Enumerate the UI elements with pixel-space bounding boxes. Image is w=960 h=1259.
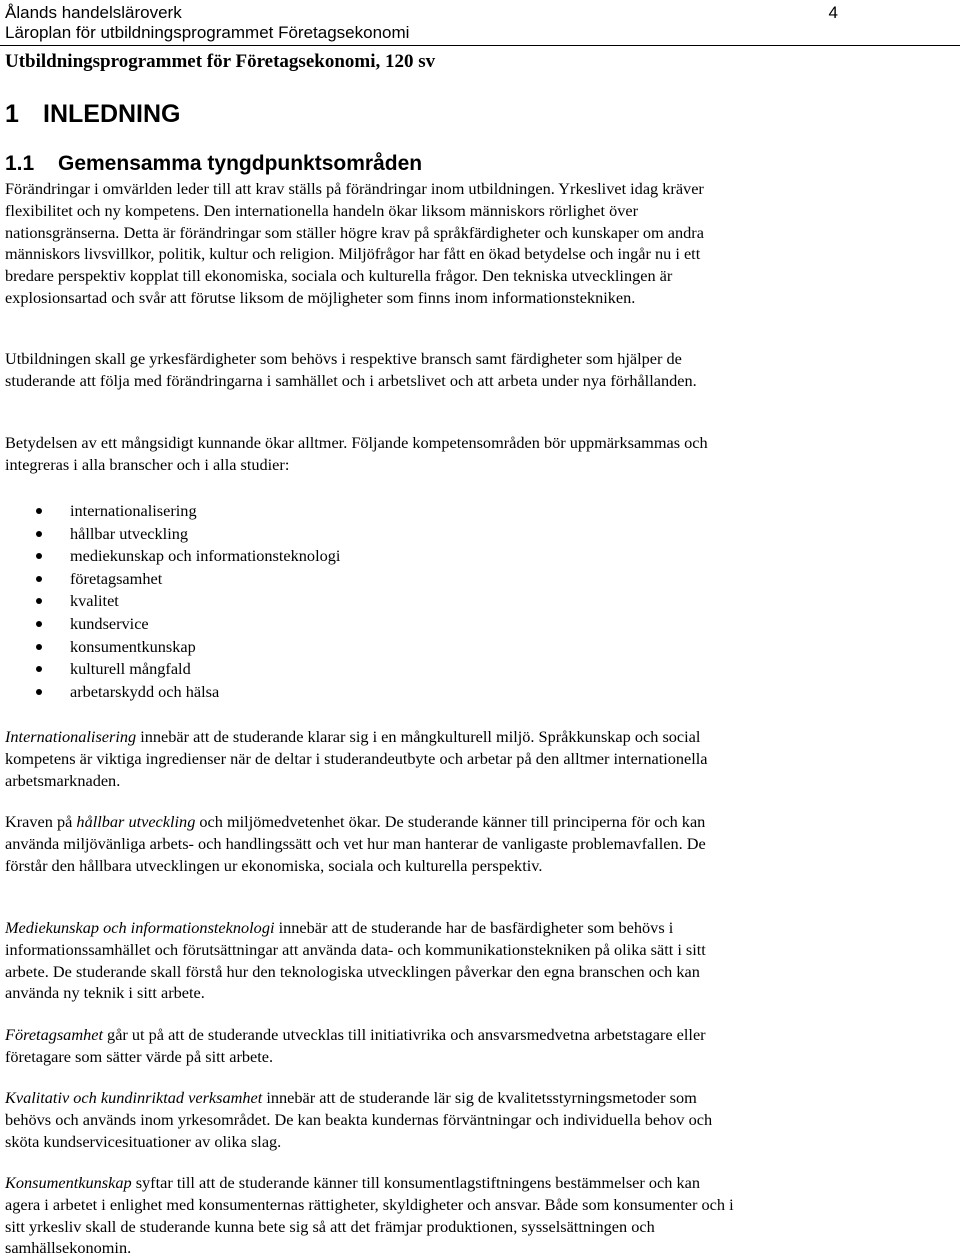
bullet-icon	[36, 666, 42, 672]
sustainability-paragraph	[5, 811, 735, 876]
paragraph-text: och miljömedvetenhet ökar. De studerande känner till principerna för och kan använda miljövänliga arbets- och handlingssätt och vet hur man hanterar de vanligaste problemavfallen. De förstår den hållbara utvecklingen ur ekonomiska, sociala och kulturella perspektiv.	[5, 812, 706, 875]
header-subtitle: Läroplan för utbildningsprogrammet Företagsekonomi	[5, 23, 410, 42]
paragraph-text: Betydelsen av ett mångsidigt kunnande ökar alltmer. Följande kompetensområden bör uppmärksammas och integreras i alla branscher och i alla studier:	[5, 433, 708, 474]
paragraph-text: innebär att de studerande klarar sig i en mångkulturell miljö. Språkkunskap och social kompetens är viktiga ingredienser när de deltar i studerandeutbyte och arbetar på den alltmer internationella arbetsmarknaden.	[5, 727, 708, 790]
list-item: arbetarskydd och hälsa	[5, 681, 340, 704]
paragraph-prefix: Kraven på	[5, 812, 77, 831]
list-item: kulturell mångfald	[5, 658, 340, 681]
list-item: kvalitet	[5, 590, 340, 613]
section-title: INLEDNING	[43, 100, 181, 128]
term: Konsumentkunskap	[5, 1173, 132, 1192]
term: Kvalitativ och kundinriktad verksamhet	[5, 1088, 263, 1107]
bullet-icon	[36, 553, 42, 559]
intro-paragraph	[5, 178, 735, 309]
page-number: 4	[828, 3, 838, 22]
bullet-icon	[36, 531, 42, 537]
paragraph-text: syftar till att de studerande känner till konsumentlagstiftningens bestämmelser och kan agera i arbetet i enlighet med konsumenternas rättigheter, skyldigheter och ansvar. Både som konsumenter och i sitt yrkesliv skall de studerande kunna bete sig så att det främjar produktionen, sysselsättningen och samhällsekonomin.	[5, 1173, 734, 1258]
list-item: hållbar utveckling	[5, 523, 340, 546]
bullet-icon	[36, 508, 42, 514]
list-item: mediekunskap och informationsteknologi	[5, 545, 340, 568]
term: Internationalisering	[5, 727, 137, 746]
bullet-icon	[36, 689, 42, 695]
media-it-paragraph	[5, 917, 735, 1004]
section-heading	[5, 99, 181, 129]
internationalisation-paragraph	[5, 726, 735, 791]
bullet-icon	[36, 621, 42, 627]
subsection-number: 1.1	[5, 152, 35, 175]
paragraph-text: innebär att de studerande har de basfärdigheter som behövs i informationssamhället och förutsättningar att använda data- och kommunikationstekniken på olika sätt i sitt arbete. De studerande skall förstå hur den teknologiska utvecklingen påverkar den egna branschen och kan använda ny teknik i sitt arbete.	[5, 918, 706, 1003]
entrepreneurship-paragraph	[5, 1024, 735, 1068]
header-divider	[0, 45, 960, 46]
page-header	[5, 3, 955, 43]
competence-areas-list	[5, 500, 340, 703]
subsection-title: Gemensamma tyngdpunktsområden	[58, 152, 423, 175]
list-item: kundservice	[5, 613, 340, 636]
section-number: 1	[5, 100, 19, 128]
subsection-heading	[5, 152, 422, 176]
list-item: företagsamhet	[5, 568, 340, 591]
paragraph-text: Utbildningen skall ge yrkesfärdigheter som behövs i respektive bransch samt färdigheter som hjälper de studerande att följa med förändringarna i samhället och i arbetslivet och att arbeta under nya förhållanden.	[5, 349, 697, 390]
term: hållbar utveckling	[76, 812, 196, 831]
consumer-knowledge-paragraph	[5, 1172, 735, 1259]
paragraph-text: innebär att de studerande lär sig de kvalitetsstyrningsmetoder som behövs och används inom yrkesområdet. De kan beakta kundernas förväntningar och individuella behov och sköta kundservicesituationer av olika slag.	[5, 1088, 713, 1151]
list-item: konsumentkunskap	[5, 636, 340, 659]
document-title: Utbildningsprogrammet för Företagsekonomi, 120 sv	[5, 51, 436, 72]
paragraph-text: går ut på att de studerande utvecklas till initiativrika och ansvarsmedvetna arbetstagare eller företagare som sätter värde på sitt arbete.	[5, 1025, 706, 1066]
list-item: internationalisering	[5, 500, 340, 523]
paragraph-text: Förändringar i omvärlden leder till att krav ställs på förändringar inom utbildningen. Yrkeslivet idag kräver flexibilitet och ny kompetens. Den internationella handeln ökar liksom människors rörlighet över nationsgränserna. Detta är förändringar som ställer högre krav på språkfärdigheter och kunskaper om andra människors livsvillkor, politik, kultur och religion. Miljöfrågor har fått en ökad betydelse och ingår nu i ett bredare perspektiv kopplat till ekonomiska, sociala och kulturella frågor. Den tekniska utvecklingen är explosionsartad och svår att förutse liksom de möjligheter som finns inom informationstekniken.	[5, 179, 704, 307]
term: Företagsamhet	[5, 1025, 103, 1044]
education-goal-paragraph	[5, 348, 735, 392]
term: Mediekunskap och informationsteknologi	[5, 918, 275, 937]
bullet-icon	[36, 598, 42, 604]
bullet-icon	[36, 644, 42, 650]
header-org: Ålands handelsläroverk	[5, 3, 182, 22]
bullet-icon	[36, 576, 42, 582]
quality-paragraph	[5, 1087, 735, 1152]
competence-intro-paragraph	[5, 432, 735, 476]
